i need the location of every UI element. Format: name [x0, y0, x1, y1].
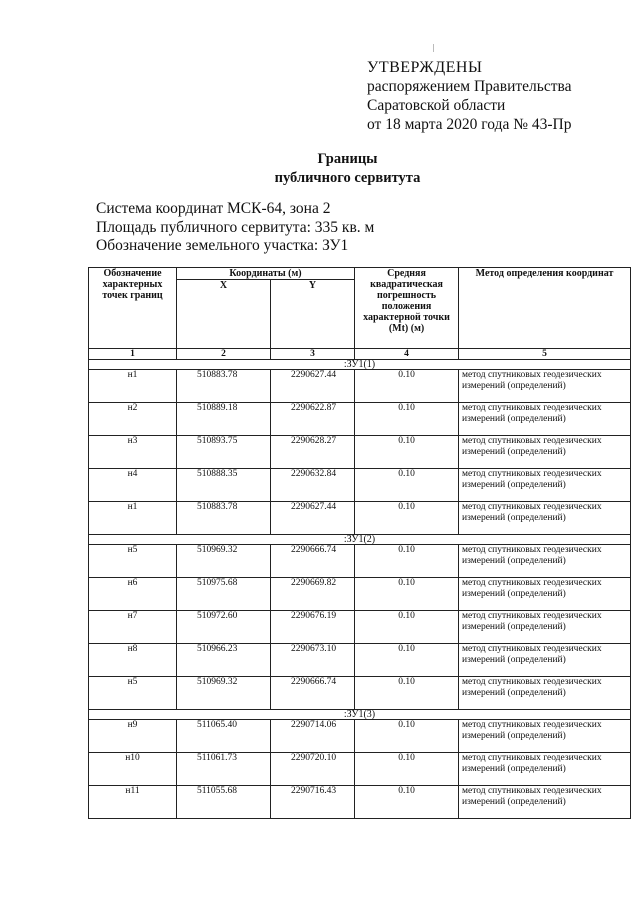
table-row: [89, 578, 631, 611]
table-row: [89, 786, 631, 819]
method-cell: метод спутниковых геодезических измерений (определений): [459, 545, 631, 578]
accuracy-cell: 0.10: [355, 436, 459, 469]
table-row: [89, 403, 631, 436]
y-cell: 2290669.82: [271, 578, 355, 611]
approval-line: распоряжением Правительства: [367, 78, 572, 95]
title-line: Границы: [317, 151, 378, 167]
method-cell: метод спутниковых геодезических измерений (определений): [459, 753, 631, 786]
method-cell: метод спутниковых геодезических измерений (определений): [459, 502, 631, 535]
y-cell: 2290622.87: [271, 403, 355, 436]
section-row: [89, 360, 631, 370]
method-cell: метод спутниковых геодезических измерений (определений): [459, 611, 631, 644]
x-cell: 510888.35: [177, 469, 271, 502]
point-cell: н2: [89, 403, 177, 436]
column-number: 5: [459, 349, 631, 360]
method-cell: метод спутниковых геодезических измерений (определений): [459, 644, 631, 677]
header-method: Метод определения координат: [459, 268, 631, 349]
point-cell: н1: [89, 502, 177, 535]
point-cell: н4: [89, 469, 177, 502]
accuracy-cell: 0.10: [355, 578, 459, 611]
table-row: [89, 611, 631, 644]
x-cell: 510966.23: [177, 644, 271, 677]
header-coords: Координаты (м): [177, 268, 355, 280]
accuracy-cell: 0.10: [355, 644, 459, 677]
table-row: [89, 370, 631, 403]
section-label: :ЗУ1(1): [89, 360, 631, 370]
section-row: [89, 535, 631, 545]
point-cell: н6: [89, 578, 177, 611]
y-cell: 2290720.10: [271, 753, 355, 786]
method-cell: метод спутниковых геодезических измерений (определений): [459, 436, 631, 469]
point-cell: н5: [89, 677, 177, 710]
y-cell: 2290666.74: [271, 677, 355, 710]
x-cell: 510883.78: [177, 502, 271, 535]
column-number: 1: [89, 349, 177, 360]
method-cell: метод спутниковых геодезических измерений (определений): [459, 677, 631, 710]
y-cell: 2290673.10: [271, 644, 355, 677]
accuracy-cell: 0.10: [355, 545, 459, 578]
approval-heading: УТВЕРЖДЕНЫ: [367, 59, 483, 76]
point-cell: н8: [89, 644, 177, 677]
method-cell: метод спутниковых геодезических измерений (определений): [459, 370, 631, 403]
meta-block: [96, 200, 374, 256]
point-cell: н11: [89, 786, 177, 819]
y-cell: 2290627.44: [271, 370, 355, 403]
point-cell: н10: [89, 753, 177, 786]
table-row: [89, 677, 631, 710]
accuracy-cell: 0.10: [355, 720, 459, 753]
y-cell: 2290676.19: [271, 611, 355, 644]
table-row: [89, 436, 631, 469]
column-number: 2: [177, 349, 271, 360]
y-cell: 2290666.74: [271, 545, 355, 578]
point-cell: н3: [89, 436, 177, 469]
coordinates-table: [88, 267, 631, 819]
x-cell: 510969.32: [177, 677, 271, 710]
approval-date: от 18 марта 2020 года № 43-Пр: [367, 116, 572, 133]
x-cell: 510883.78: [177, 370, 271, 403]
point-cell: н1: [89, 370, 177, 403]
table-row: [89, 502, 631, 535]
column-number: 4: [355, 349, 459, 360]
header-y: Y: [271, 280, 355, 349]
point-cell: н7: [89, 611, 177, 644]
y-cell: 2290628.27: [271, 436, 355, 469]
title-line: публичного сервитута: [274, 170, 421, 186]
table-body: [89, 349, 631, 819]
accuracy-cell: 0.10: [355, 469, 459, 502]
accuracy-cell: 0.10: [355, 502, 459, 535]
accuracy-cell: 0.10: [355, 611, 459, 644]
accuracy-cell: 0.10: [355, 403, 459, 436]
x-cell: 511055.68: [177, 786, 271, 819]
y-cell: 2290714.06: [271, 720, 355, 753]
accuracy-cell: 0.10: [355, 786, 459, 819]
header-x: X: [177, 280, 271, 349]
document-title: [0, 150, 640, 188]
table-row: [89, 753, 631, 786]
y-cell: 2290716.43: [271, 786, 355, 819]
y-cell: 2290627.44: [271, 502, 355, 535]
header-accuracy: Средняя квадратическая погрешность положения характерной точки (Mt) (м): [355, 268, 459, 349]
table-row: [89, 469, 631, 502]
table-row: [89, 545, 631, 578]
section-label: :ЗУ1(3): [89, 710, 631, 720]
x-cell: 510893.75: [177, 436, 271, 469]
header-points: Обозначение характерных точек границ: [89, 268, 177, 349]
x-cell: 511061.73: [177, 753, 271, 786]
x-cell: 511065.40: [177, 720, 271, 753]
scan-mark: [433, 44, 434, 52]
point-cell: н5: [89, 545, 177, 578]
servitude-area: Площадь публичного сервитута: 335 кв. м: [96, 218, 375, 236]
accuracy-cell: 0.10: [355, 753, 459, 786]
section-row: [89, 710, 631, 720]
approval-line: Саратовской области: [367, 97, 506, 114]
x-cell: 510975.68: [177, 578, 271, 611]
method-cell: метод спутниковых геодезических измерений (определений): [459, 403, 631, 436]
coord-system: Система координат МСК-64, зона 2: [96, 200, 331, 217]
approval-block: [367, 58, 627, 134]
method-cell: метод спутниковых геодезических измерений (определений): [459, 469, 631, 502]
x-cell: 510969.32: [177, 545, 271, 578]
column-numbers-row: [89, 349, 631, 360]
method-cell: метод спутниковых геодезических измерений (определений): [459, 578, 631, 611]
table-row: [89, 644, 631, 677]
method-cell: метод спутниковых геодезических измерений (определений): [459, 720, 631, 753]
accuracy-cell: 0.10: [355, 677, 459, 710]
column-number: 3: [271, 349, 355, 360]
section-label: :ЗУ1(2): [89, 535, 631, 545]
accuracy-cell: 0.10: [355, 370, 459, 403]
point-cell: н9: [89, 720, 177, 753]
parcel-designation: Обозначение земельного участка: ЗУ1: [96, 237, 349, 254]
table-row: [89, 720, 631, 753]
x-cell: 510972.60: [177, 611, 271, 644]
y-cell: 2290632.84: [271, 469, 355, 502]
method-cell: метод спутниковых геодезических измерений (определений): [459, 786, 631, 819]
x-cell: 510889.18: [177, 403, 271, 436]
